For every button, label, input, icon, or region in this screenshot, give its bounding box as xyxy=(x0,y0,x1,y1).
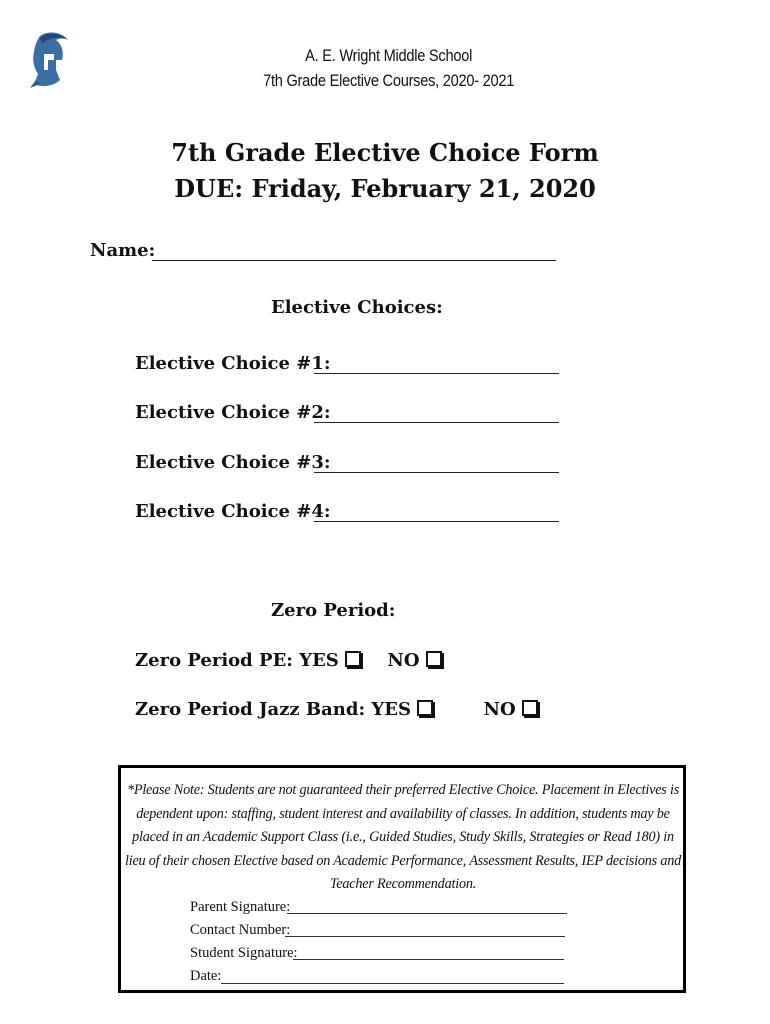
elective-choice-1-field[interactable] xyxy=(314,373,559,374)
course-year: 7th Grade Elective Courses, 2020- 2021 xyxy=(263,71,515,90)
date-field[interactable] xyxy=(221,983,564,984)
elective-choice-3-field[interactable] xyxy=(314,472,559,473)
jazz-yes-checkbox[interactable] xyxy=(417,700,433,716)
parent-signature-label: Parent Signature: xyxy=(190,899,291,915)
jazz-no-label: NO xyxy=(483,699,516,720)
zero-period-jazz-label: Zero Period Jazz Band: xyxy=(135,699,366,720)
name-label: Name: xyxy=(90,240,156,261)
jazz-yes-label: YES xyxy=(371,699,411,720)
due-date: DUE: Friday, February 21, 2020 xyxy=(174,174,596,203)
zero-period-jazz-row xyxy=(135,699,538,720)
parent-signature-field[interactable] xyxy=(287,913,567,914)
name-field[interactable] xyxy=(152,260,556,261)
elective-choice-3-label: Elective Choice #3: xyxy=(135,452,331,473)
elective-choice-1-label: Elective Choice #1: xyxy=(135,353,331,374)
elective-choice-4-label: Elective Choice #4: xyxy=(135,501,331,522)
elective-choice-2-field[interactable] xyxy=(314,422,559,423)
date-label: Date: xyxy=(190,968,222,984)
pe-no-checkbox[interactable] xyxy=(426,651,442,667)
elective-choice-4-field[interactable] xyxy=(314,521,559,522)
contact-number-label: Contact Number: xyxy=(190,922,291,938)
zero-period-pe-row xyxy=(135,650,442,671)
elective-heading: Elective Choices: xyxy=(271,297,443,318)
pe-no-label: NO xyxy=(387,650,420,671)
contact-number-field[interactable] xyxy=(285,936,565,937)
zero-period-heading: Zero Period: xyxy=(271,600,396,621)
student-signature-label: Student Signature: xyxy=(190,945,298,961)
elective-choice-2-label: Elective Choice #2: xyxy=(135,402,331,423)
school-name: A. E. Wright Middle School xyxy=(305,46,473,65)
pe-yes-checkbox[interactable] xyxy=(345,651,361,667)
form-title: 7th Grade Elective Choice Form xyxy=(171,138,599,167)
student-signature-field[interactable] xyxy=(293,959,564,960)
pe-yes-label: YES xyxy=(299,650,339,671)
zero-period-pe-label: Zero Period PE: xyxy=(135,650,293,671)
jazz-no-checkbox[interactable] xyxy=(522,700,538,716)
placement-note: *Please Note: Students are not guaranteed their preferred Elective Choice. Placement in Electives is dependent upon: staffing, student interest and availability of classes. In addition, students may be placed in an Academic Support Class (i.e., Guided Studies, Study Skills, Strategies or Read 180) in lieu of their chosen Elective based on Academic Performance, Assessment Results, IEP decisions and Teacher Recommendation. xyxy=(124,782,682,892)
